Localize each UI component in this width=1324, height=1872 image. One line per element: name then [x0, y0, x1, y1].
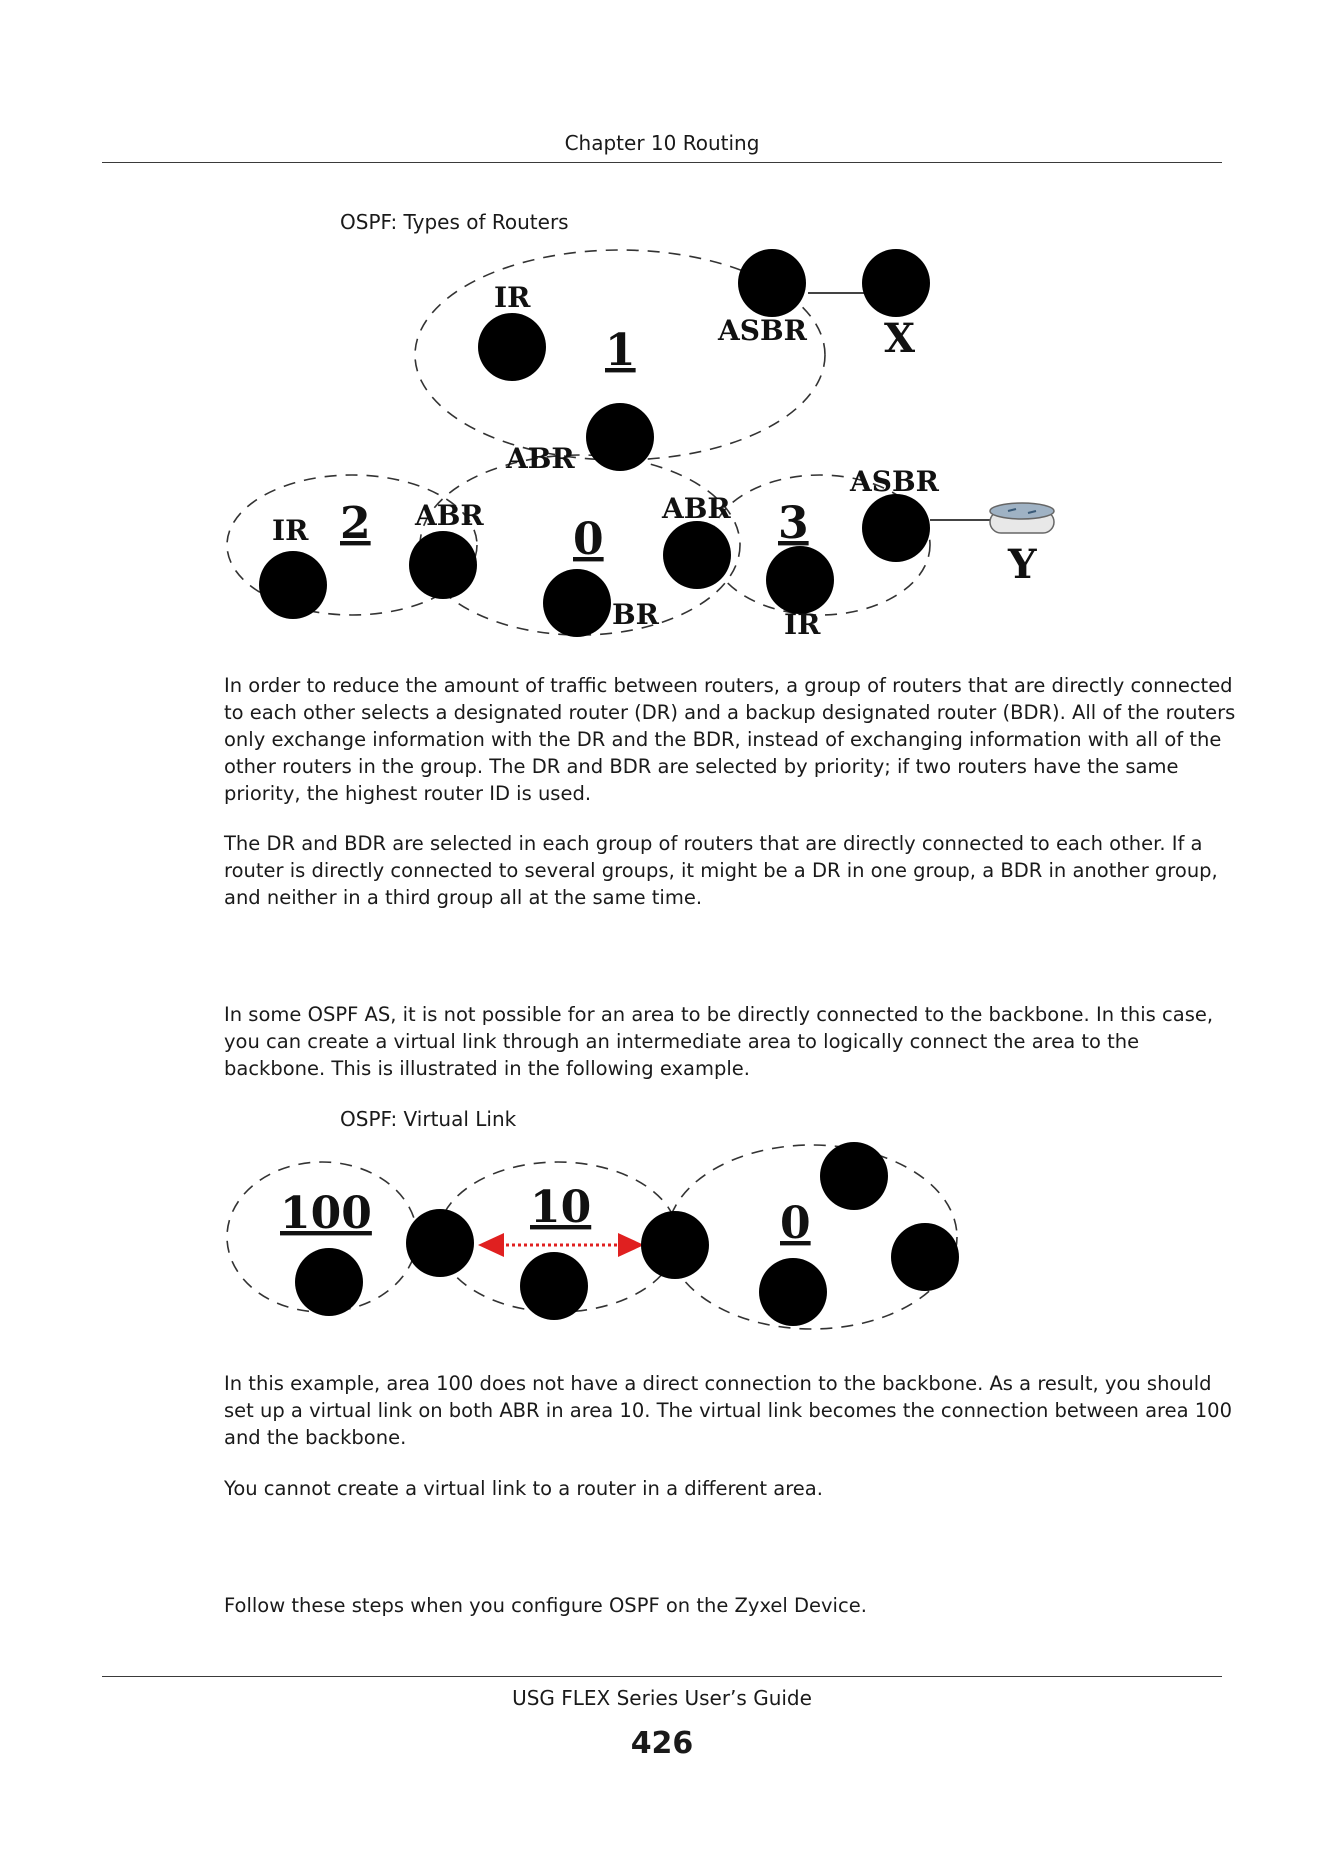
router-abr-1-0: [586, 403, 654, 471]
figure1-caption: OSPF: Types of Routers: [340, 210, 569, 234]
header-rule: [102, 162, 1222, 163]
paragraph-configure-steps: Follow these steps when you configure OSPF on the Zyxel Device.: [224, 1594, 867, 1617]
label-area0: 0: [573, 514, 604, 565]
paragraph-dr-bdr: In order to reduce the amount of traffic between routers, a group of routers that are directly connected to each other selects a designated router (DR) and a backup designated router (BDR). All of the routers only exchange information with the DR and the BDR, instead of exchanging information with all of the other routers in the group. The DR and BDR are selected by priority; if two routers have the same priority, the highest router ID is used.: [224, 674, 1236, 805]
paragraph-virtual-link-example: In this example, area 100 does not have a direct connection to the backbone. As a result, you should set up a virtual link on both ABR in area 10. The virtual link becomes the connection between area 100 and the backbone.: [224, 1372, 1232, 1449]
figure2-caption: OSPF: Virtual Link: [340, 1107, 517, 1131]
label-br: BR: [612, 598, 659, 631]
label-area3: 3: [778, 498, 809, 549]
label-area2: 2: [340, 498, 371, 549]
label-x: X: [884, 315, 916, 362]
router-asbr-area3: [862, 494, 930, 562]
label-asbr-area1: ASBR: [718, 314, 807, 347]
label-area0-v: 0: [780, 1198, 811, 1249]
label-area100: 100: [280, 1188, 372, 1239]
router-ir-area2: [259, 551, 327, 619]
virtual-link-arrow-left: [478, 1233, 504, 1257]
router-area0-bottom: [759, 1258, 827, 1326]
router-abr-100-10: [406, 1209, 474, 1277]
router-abr-0-3: [663, 521, 731, 589]
label-ir-area2: IR: [272, 514, 309, 547]
label-y: Y: [1008, 541, 1037, 588]
figure1-ospf-router-types: [0, 230, 1324, 650]
paragraph-virtual-link-intro: In some OSPF AS, it is not possible for an area to be directly connected to the backbone. In this case, you can create a virtual link through an intermediate area to logically connect the area to the backbone. This is illustrated in the following example.: [224, 1003, 1214, 1080]
router-ir-area1: [478, 313, 546, 381]
label-area1: 1: [605, 325, 636, 376]
router-area0-top: [820, 1142, 888, 1210]
label-abr-2-0: ABR: [415, 499, 484, 532]
label-ir-area1: IR: [494, 281, 531, 314]
guide-title: USG FLEX Series User’s Guide: [512, 1686, 812, 1710]
virtual-link-arrow-right: [618, 1233, 644, 1257]
label-abr-0-3: ABR: [662, 492, 731, 525]
router-area0-right: [891, 1223, 959, 1291]
router-y-icon: [990, 503, 1054, 533]
footer-rule: [102, 1676, 1222, 1677]
label-asbr-area3: ASBR: [850, 465, 939, 498]
router-abr-10-0: [641, 1211, 709, 1279]
router-asbr-area1: [738, 249, 806, 317]
label-ir-area3: IR: [784, 608, 821, 641]
paragraph-dr-groups: The DR and BDR are selected in each group of routers that are directly connected to each other. If a router is directly connected to several groups, it might be a DR in one group, a BDR in another group, and neither in a third group all at the same time.: [224, 832, 1218, 909]
router-abr-2-0: [409, 531, 477, 599]
router-br: [543, 569, 611, 637]
label-abr-1-0: ABR: [506, 442, 575, 475]
router-area100: [295, 1248, 363, 1316]
label-area10: 10: [530, 1182, 592, 1233]
router-ir-area3: [766, 546, 834, 614]
page-number: 426: [630, 1726, 694, 1761]
router-x: [862, 249, 930, 317]
figure2-ospf-virtual-link: [0, 1130, 1324, 1345]
paragraph-virtual-link-note: You cannot create a virtual link to a router in a different area.: [224, 1477, 823, 1500]
router-area10: [520, 1252, 588, 1320]
chapter-title: Chapter 10 Routing: [564, 131, 760, 155]
